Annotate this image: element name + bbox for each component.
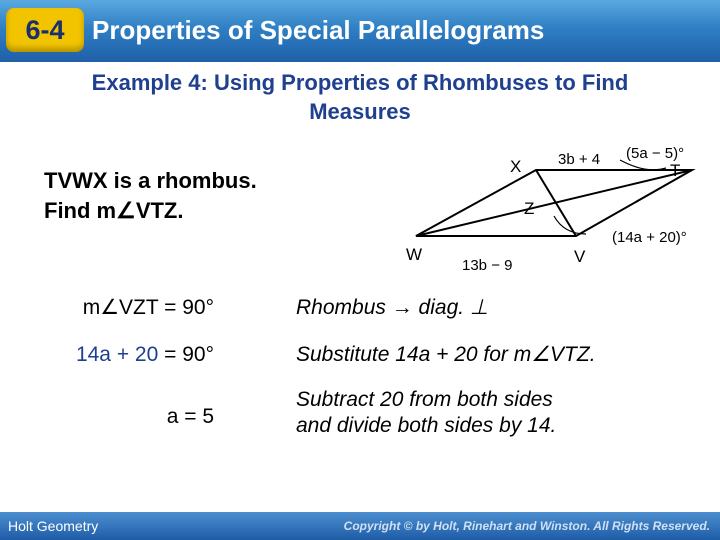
- vertex-label-x: X: [510, 157, 522, 176]
- step-2-equation: [76, 342, 214, 368]
- step-3-equation: a = 5: [166, 405, 214, 428]
- step-1-reason: Rhombus → diag. ⊥: [296, 296, 489, 319]
- step-2-value: = 90°: [158, 343, 214, 366]
- problem-line-2: Find m∠VTZ.: [44, 198, 184, 223]
- example-title-line-1: Example 4: Using Properties of Rhombuses to Find: [91, 70, 629, 95]
- side-label-bottom: 13b − 9: [462, 257, 513, 274]
- step-3-reason-line-2: and divide both sides by 14.: [296, 414, 557, 437]
- footer-bar: [0, 512, 720, 540]
- diagonal-wt: [416, 170, 692, 236]
- lesson-title: Properties of Special Parallelograms: [92, 15, 545, 45]
- step-3-reason: [296, 387, 556, 439]
- lesson-badge: [6, 8, 84, 52]
- vertex-label-w: W: [406, 245, 423, 264]
- example-title-line-2: Measures: [309, 99, 411, 124]
- rhombus-diagram: [396, 138, 706, 278]
- angle-label-top: (5a − 5)°: [626, 145, 685, 162]
- example-title: [0, 68, 720, 126]
- footer-course: Holt Geometry: [8, 518, 99, 534]
- vertex-label-z: Z: [524, 199, 535, 218]
- step-2-reason: Substitute 14a + 20 for m∠VTZ.: [296, 343, 596, 366]
- vertex-label-v: V: [574, 247, 586, 266]
- problem-statement: [44, 166, 257, 226]
- diagonal-xv: [536, 170, 576, 236]
- step-3-reason-line-1: Subtract 20 from both sides: [296, 388, 553, 411]
- footer-copyright: Copyright © by Holt, Rinehart and Winston. All Rights Reserved.: [343, 519, 710, 533]
- step-1-equation: m∠VZT = 90°: [82, 296, 214, 319]
- step-2-expression: 14a + 20: [75, 343, 159, 366]
- header-bar: [0, 0, 720, 62]
- side-label-top: 3b + 4: [558, 151, 601, 168]
- vertex-label-t: T: [670, 161, 681, 180]
- problem-line-1: TVWX is a rhombus.: [44, 168, 257, 193]
- lesson-number: 6-4: [25, 15, 65, 45]
- angle-label-bottom: (14a + 20)°: [612, 229, 687, 246]
